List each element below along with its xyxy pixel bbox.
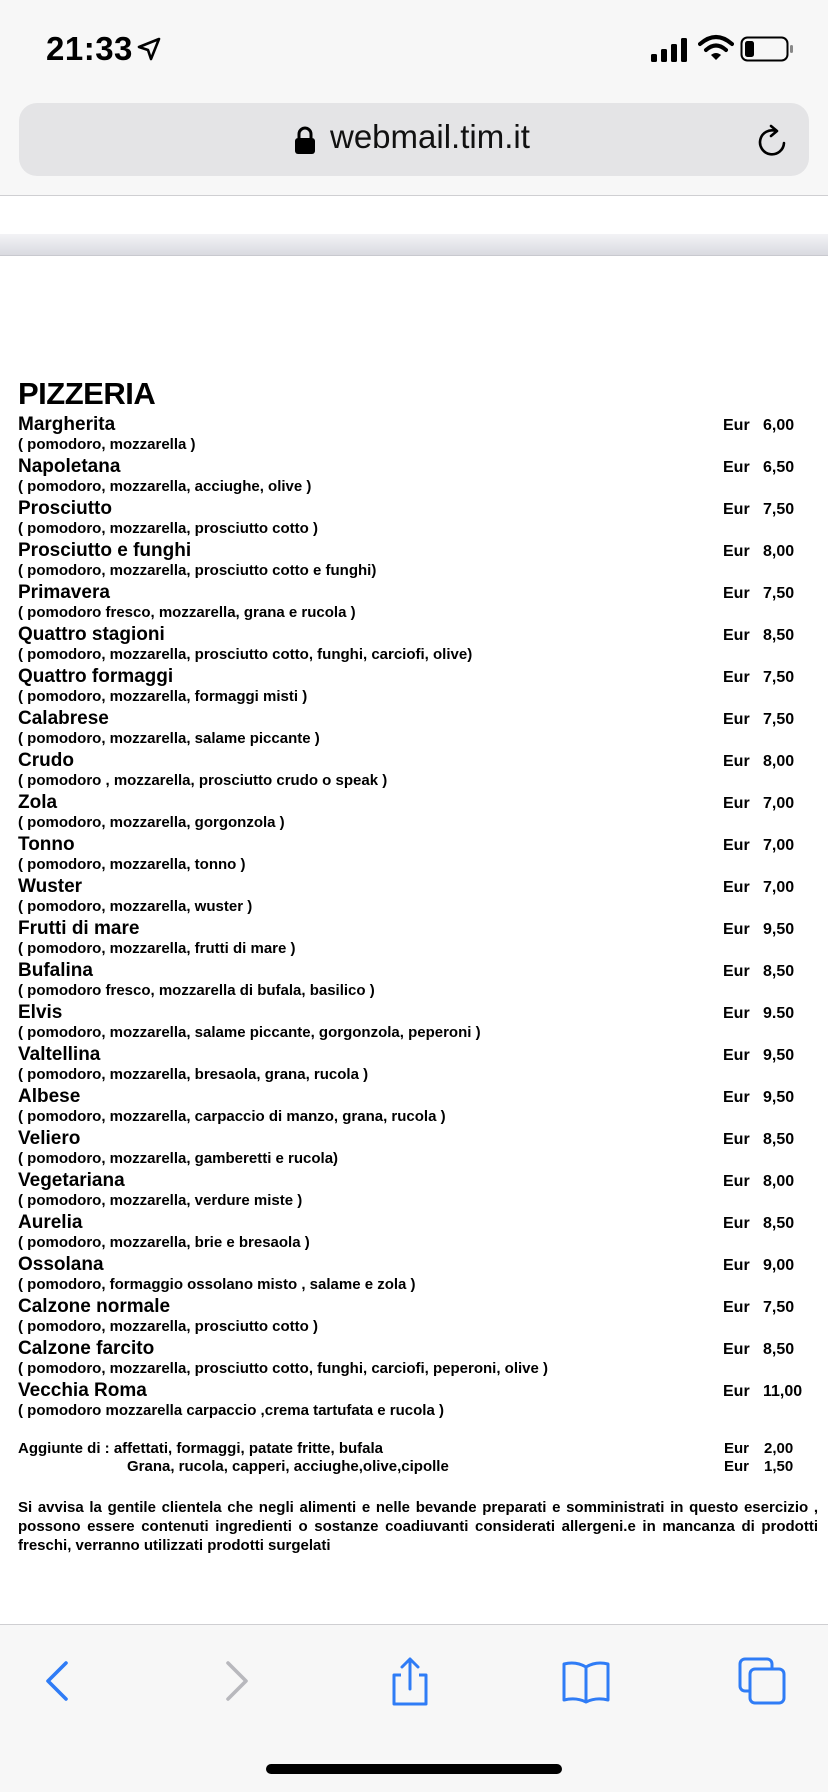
item-price [723,1172,818,1192]
item-name: Wuster [18,876,83,897]
item-price-value: 6,50 [763,459,795,476]
menu-item [18,960,818,1002]
item-ingredients: ( pomodoro, mozzarella, carpaccio di manzo, grana, rucola ) [18,1108,446,1125]
item-name: Margherita [18,414,116,435]
item-price [723,1046,818,1066]
item-name: Ossolana [18,1254,104,1275]
back-icon[interactable] [32,1655,84,1707]
item-price-value: 11,00 [763,1383,803,1400]
item-ingredients: ( pomodoro, mozzarella, salame piccante, gorgonzola, peperoni ) [18,1024,481,1041]
item-price [723,1004,818,1024]
currency: Eur [723,1215,750,1232]
item-name: Calabrese [18,708,109,729]
item-price [723,1256,818,1276]
item-price-value: 8,50 [763,963,795,980]
item-price-value: 7,00 [763,795,795,812]
item-price-value: 8,50 [763,1131,795,1148]
menu-item [18,1254,818,1296]
currency: Eur [723,585,750,602]
item-ingredients: ( pomodoro, mozzarella, tonno ) [18,856,246,873]
menu-item [18,498,818,540]
webmail-toolbar-strip [0,234,828,256]
extra-price-value: 2,00 [764,1440,794,1457]
menu-item [18,1002,818,1044]
currency: Eur [723,795,750,812]
item-price [723,542,818,562]
item-name: Bufalina [18,960,93,981]
item-price [723,878,818,898]
item-price [723,458,818,478]
extra-row [18,1440,818,1458]
menu-item [18,1044,818,1086]
menu-item [18,1128,818,1170]
item-name: Frutti di mare [18,918,140,939]
currency: Eur [723,879,750,896]
item-ingredients: ( pomodoro, mozzarella, acciughe, olive ) [18,478,312,495]
item-price [723,794,818,814]
item-name: Vecchia Roma [18,1380,147,1401]
item-ingredients: ( pomodoro, mozzarella, verdure miste ) [18,1192,303,1209]
menu-title: PIZZERIA [18,376,156,411]
item-name: Albese [18,1086,81,1107]
item-price-value: 9,50 [763,921,795,938]
menu-item [18,1296,818,1338]
item-price [723,1130,818,1150]
item-price-value: 7,50 [763,669,795,686]
currency: Eur [723,1005,750,1022]
item-ingredients: ( pomodoro , mozzarella, prosciutto crudo o speak ) [18,772,388,789]
wifi-icon [698,34,734,62]
menu-item [18,918,818,960]
item-price-value: 7,00 [763,879,795,896]
item-name: Prosciutto [18,498,112,519]
menu-document [18,374,818,1555]
item-price-value: 8,50 [763,1215,795,1232]
item-name: Prosciutto e funghi [18,540,192,561]
extra-label: Grana, rucola, capperi, acciughe,olive,cipolle [127,1458,449,1475]
currency: Eur [723,921,750,938]
item-price-value: 6,00 [763,417,795,434]
menu-item [18,1170,818,1212]
currency: Eur [723,1131,750,1148]
extra-row [18,1458,818,1476]
item-name: Veliero [18,1128,81,1149]
tabs-icon[interactable] [736,1655,788,1707]
item-price-value: 8,50 [763,1341,795,1358]
item-ingredients: ( pomodoro, mozzarella, salame piccante ) [18,730,320,747]
menu-item [18,540,818,582]
menu-item [18,708,818,750]
menu-items [18,414,818,1422]
item-name: Napoletana [18,456,121,477]
item-price-value: 9.50 [763,1005,795,1022]
item-price-value: 7,00 [763,837,795,854]
currency: Eur [723,669,750,686]
item-price-value: 8,50 [763,627,795,644]
item-name: Calzone normale [18,1296,171,1317]
menu-item [18,792,818,834]
item-price-value: 9,50 [763,1089,795,1106]
item-name: Quattro stagioni [18,624,165,645]
allergen-notice: Si avvisa la gentile clientela che negli alimenti e nelle bevande preparati e somministrati in questo esercizio , possono essere contenuti ingredienti o sostanze coadiuvanti considerati allergeni.e in mancanza di prodotti freschi, verranno utilizzati prodotti surgelati [18,1499,818,1554]
lock-icon [294,125,316,155]
item-name: Crudo [18,750,74,771]
currency: Eur [723,963,750,980]
item-price-value: 9,00 [763,1257,795,1274]
item-ingredients: ( pomodoro, mozzarella, prosciutto cotto e funghi) [18,562,377,579]
currency: Eur [723,627,750,644]
menu-item [18,876,818,918]
item-ingredients: ( pomodoro, mozzarella, brie e bresaola ) [18,1234,310,1251]
item-ingredients: ( pomodoro fresco, mozzarella, grana e rucola ) [18,604,356,621]
item-name: Zola [18,792,58,813]
forward-icon[interactable] [210,1655,262,1707]
item-price [723,836,818,856]
currency: Eur [723,1383,750,1400]
item-ingredients: ( pomodoro, mozzarella, prosciutto cotto, funghi, carciofi, olive) [18,646,473,663]
extra-price-value: 1,50 [764,1458,794,1475]
currency: Eur [724,1458,750,1475]
share-icon[interactable] [384,1655,436,1707]
battery-icon [740,36,794,62]
currency: Eur [723,1257,750,1274]
extra-price [724,1440,819,1458]
item-price [723,752,818,772]
item-ingredients: ( pomodoro fresco, mozzarella di bufala, basilico ) [18,982,375,999]
menu-item [18,456,818,498]
currency: Eur [723,1173,750,1190]
item-ingredients: ( pomodoro, mozzarella, gorgonzola ) [18,814,285,831]
item-price-value: 7,50 [763,1299,795,1316]
item-price [723,668,818,688]
item-ingredients: ( pomodoro, mozzarella, prosciutto cotto ) [18,1318,318,1335]
currency: Eur [723,501,750,518]
item-ingredients: ( pomodoro, mozzarella, prosciutto cotto ) [18,520,318,537]
currency: Eur [723,459,750,476]
item-name: Primavera [18,582,110,603]
item-price [723,1088,818,1108]
currency: Eur [723,417,750,434]
bookmarks-icon[interactable] [560,1655,612,1707]
item-price-value: 7,50 [763,501,795,518]
status-time: 21:33 [46,30,133,67]
location-arrow-icon [136,36,162,62]
menu-item [18,1086,818,1128]
extra-price [724,1458,819,1476]
menu-item [18,1380,818,1422]
currency: Eur [724,1440,750,1457]
reload-icon[interactable] [756,123,790,159]
item-price [723,584,818,604]
item-name: Valtellina [18,1044,101,1065]
menu-item [18,1338,818,1380]
currency: Eur [723,1299,750,1316]
item-ingredients: ( pomodoro, mozzarella, frutti di mare ) [18,940,296,957]
item-price-value: 7,50 [763,711,795,728]
currency: Eur [723,837,750,854]
item-price [723,1214,818,1234]
item-ingredients: ( pomodoro, mozzarella, wuster ) [18,898,253,915]
item-ingredients: ( pomodoro, mozzarella, gamberetti e rucola) [18,1150,339,1167]
menu-item [18,414,818,456]
item-price-value: 8,00 [763,753,795,770]
item-price [723,1298,818,1318]
item-ingredients: ( pomodoro, mozzarella, bresaola, grana, rucola ) [18,1066,369,1083]
menu-item [18,1212,818,1254]
item-name: Quattro formaggi [18,666,174,687]
cellular-signal-icon [651,38,691,62]
item-price [723,1382,818,1402]
currency: Eur [723,711,750,728]
item-price [723,626,818,646]
item-price-value: 9,50 [763,1047,795,1064]
item-price [723,500,818,520]
menu-item [18,750,818,792]
item-ingredients: ( pomodoro, formaggio ossolano misto , salame e zola ) [18,1276,416,1293]
item-name: Elvis [18,1002,63,1023]
currency: Eur [723,1089,750,1106]
item-price [723,710,818,730]
item-ingredients: ( pomodoro, mozzarella, formaggi misti ) [18,688,308,705]
item-ingredients: ( pomodoro mozzarella carpaccio ,crema tartufata e rucola ) [18,1402,444,1419]
item-name: Tonno [18,834,75,855]
item-price-value: 8,00 [763,1173,795,1190]
extras [18,1440,818,1480]
home-indicator [266,1764,562,1774]
menu-item [18,582,818,624]
item-price [723,920,818,940]
item-ingredients: ( pomodoro, mozzarella ) [18,436,196,453]
menu-item [18,666,818,708]
item-price [723,962,818,982]
extra-label: Aggiunte di : affettati, formaggi, patate fritte, bufala [18,1440,384,1457]
currency: Eur [723,753,750,770]
menu-item [18,624,818,666]
currency: Eur [723,543,750,560]
item-price [723,416,818,436]
currency: Eur [723,1341,750,1358]
item-name: Calzone farcito [18,1338,155,1359]
currency: Eur [723,1047,750,1064]
item-name: Aurelia [18,1212,83,1233]
item-price-value: 8,00 [763,543,795,560]
item-price-value: 7,50 [763,585,795,602]
item-name: Vegetariana [18,1170,125,1191]
item-ingredients: ( pomodoro, mozzarella, prosciutto cotto, funghi, carciofi, peperoni, olive ) [18,1360,549,1377]
item-price [723,1340,818,1360]
address-bar-url[interactable]: webmail.tim.it [330,118,530,155]
menu-item [18,834,818,876]
